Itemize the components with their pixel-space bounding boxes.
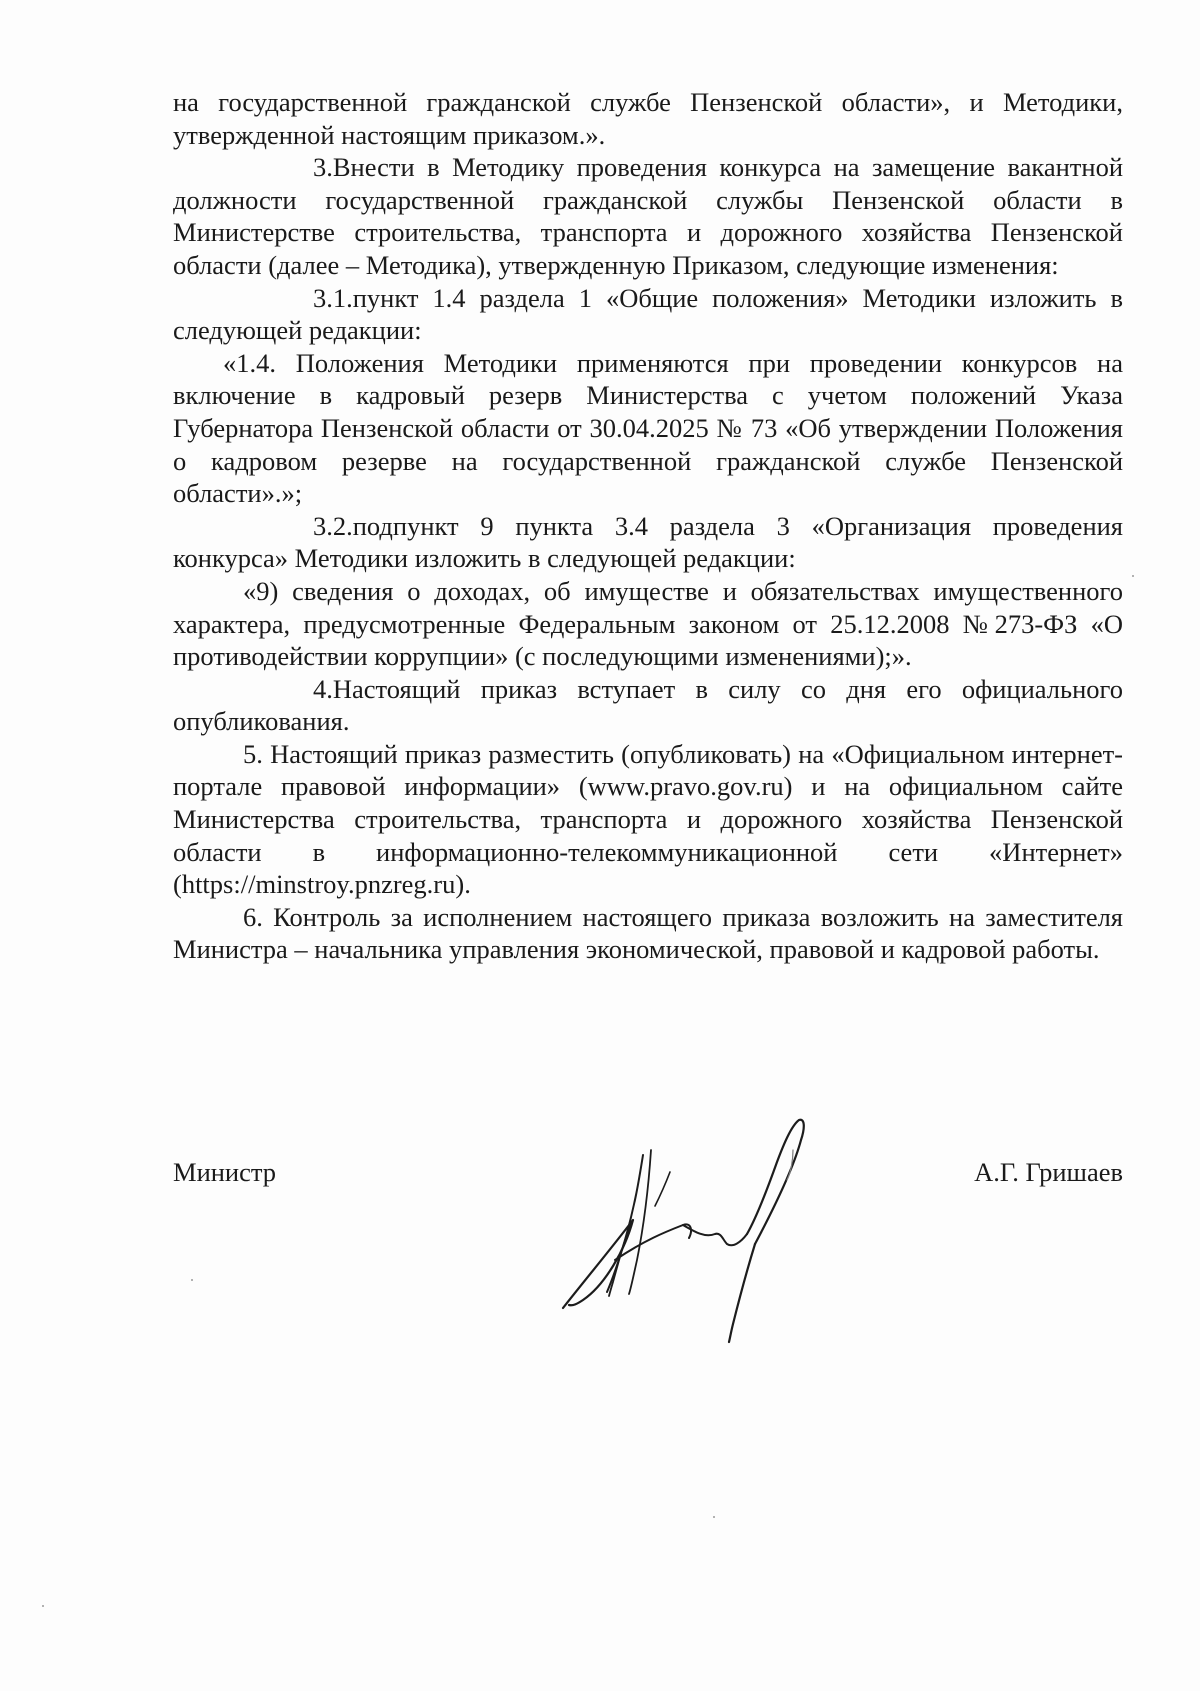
paragraph-text: подпункт 9 пункта 3.4 раздела 3 «Организация проведения конкурса» Методики изложить в следующей редакции: xyxy=(173,510,1123,574)
paragraph-text: «1.4. Положения Методики применяются при проведении конкурсов на включение в кадровый резерв Министерства с учетом положений Указа Губернатора Пензенской области от 30.04.2025 № 73 «Об утверждении Положения о кадровом резерве на государственной гражданской службе Пензенской области».»; xyxy=(173,347,1123,509)
item-number: 4. xyxy=(313,673,333,704)
item-number: 3.2. xyxy=(313,510,353,541)
item-4-paragraph xyxy=(173,673,1123,738)
paragraph-text: 6. Контроль за исполнением настоящего приказа возложить на заместителя Министра – начальника управления экономической, правовой и кадровой работы. xyxy=(173,901,1123,965)
paragraph-text: Внести в Методику проведения конкурса на замещение вакантной должности государственной гражданской службы Пензенской области в Министерстве строительства, транспорта и дорожного хозяйства Пензенской области (далее – Методика), утвержденную Приказом, следующие изменения: xyxy=(173,152,1123,280)
item-3-2-paragraph xyxy=(173,510,1123,575)
item-3-1-quote-paragraph xyxy=(173,347,1123,510)
item-3-1-paragraph xyxy=(173,282,1123,347)
paragraph-text: «9) сведения о доходах, об имуществе и обязательствах имущественного характера, предусмотренные Федеральным законом от 25.12.2008 №273-ФЗ «О противодействии коррупции» (с последующими изменениями);». xyxy=(173,575,1123,672)
item-number: 3. xyxy=(313,152,333,183)
paragraph-text: 5. Настоящий приказ разместить (опубликовать) на «Официальном интернет-портале правовой информации» (www.pravo.gov.ru) и на официальном сайте Министерства строительства, транспорта и дорожного хозяйства Пензенской области в информационно-телекоммуникационной сети «Интернет» (https://minstroy.pnzreg.ru). xyxy=(173,738,1123,900)
item-3-2-quote-paragraph xyxy=(173,575,1123,673)
item-3-paragraph xyxy=(173,151,1123,281)
paragraph-text: на государственной гражданской службе Пензенской области», и Методики, утвержденной настоящим приказом.». xyxy=(173,87,1123,150)
item-number: 3.1. xyxy=(313,282,353,313)
paragraph-text: пункт 1.4 раздела 1 «Общие положения» Методики изложить в следующей редакции: xyxy=(173,282,1123,346)
order-body-text xyxy=(173,86,1123,966)
scan-speck xyxy=(42,1605,44,1607)
scan-speck xyxy=(191,1279,193,1281)
scan-speck xyxy=(1132,575,1134,577)
continuation-paragraph xyxy=(173,86,1123,151)
handwritten-signature-icon xyxy=(555,1110,835,1350)
signatory-title: Министр xyxy=(173,1157,277,1187)
item-6-paragraph xyxy=(173,901,1123,966)
signatory-name: А.Г. Гришаев xyxy=(974,1157,1123,1187)
scan-speck xyxy=(713,1516,715,1518)
item-5-paragraph xyxy=(173,738,1123,901)
paragraph-text: Настоящий приказ вступает в силу со дня его официального опубликования. xyxy=(173,673,1123,737)
